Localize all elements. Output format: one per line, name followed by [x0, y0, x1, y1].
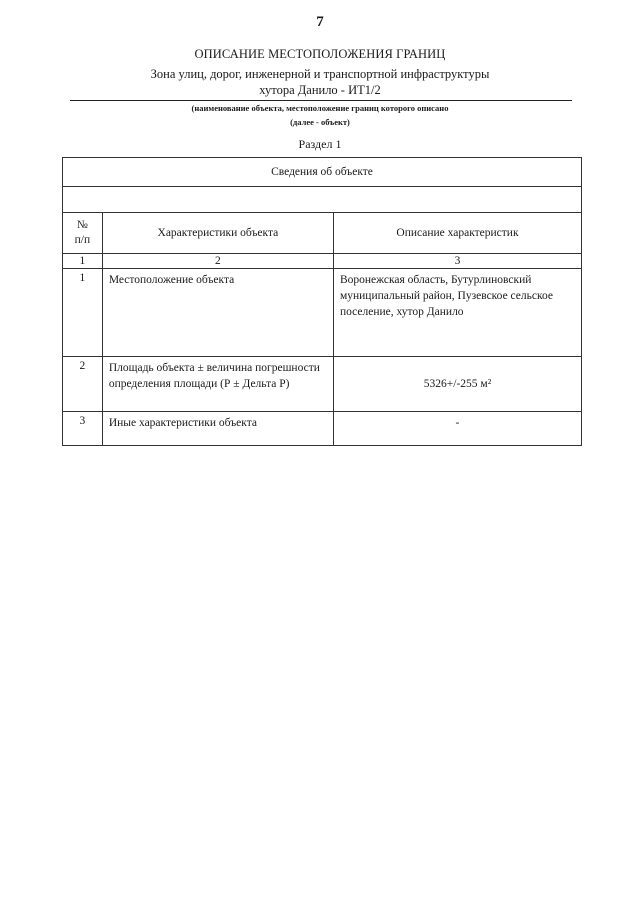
column-number-2: 2: [102, 254, 333, 269]
row-number: 1: [63, 269, 103, 357]
object-name-line-1: Зона улиц, дорог, инженерной и транспортной инфраструктуры: [150, 67, 490, 81]
row-description: -: [333, 412, 581, 446]
row-description: Воронежская область, Бутурлиновский муниципальный район, Пузевское сельское поселение, хутор Данило: [333, 269, 581, 357]
column-number-1: 1: [63, 254, 103, 269]
row-characteristic: Площадь объекта ± величина погрешности определения площади (Р ± Дельта Р): [102, 357, 333, 412]
column-header-characteristic: Характеристики объекта: [102, 213, 333, 254]
table-blank-cell: [63, 187, 582, 213]
caption-note-line-1: (наименование объекта, местоположение границ которого описано: [191, 103, 449, 113]
table-heading-row: [63, 158, 582, 187]
column-header-row: [63, 213, 582, 254]
underline-rule: [70, 100, 572, 101]
column-header-description: Описание характеристик: [333, 213, 581, 254]
table-row: [63, 269, 582, 357]
row-number: 2: [63, 357, 103, 412]
object-info-table: [62, 157, 582, 446]
object-name-line-2: хутора Данило - ИТ1/2: [259, 83, 381, 97]
page-number: 7: [316, 14, 324, 30]
column-header-number: № п/п: [63, 213, 103, 254]
document-title: ОПИСАНИЕ МЕСТОПОЛОЖЕНИЯ ГРАНИЦ: [194, 47, 446, 61]
table-row: [63, 412, 582, 446]
row-number: 3: [63, 412, 103, 446]
column-number-3: 3: [333, 254, 581, 269]
table-row: [63, 357, 582, 412]
column-number-row: [63, 254, 582, 269]
row-characteristic: Местоположение объекта: [102, 269, 333, 357]
section-label: Раздел 1: [298, 137, 342, 151]
table-blank-row: [63, 187, 582, 213]
table-heading: Сведения об объекте: [63, 158, 582, 187]
row-description: 5326+/-255 м²: [333, 357, 581, 412]
caption-note-line-2: (далее - объект): [290, 117, 350, 127]
row-characteristic: Иные характеристики объекта: [102, 412, 333, 446]
